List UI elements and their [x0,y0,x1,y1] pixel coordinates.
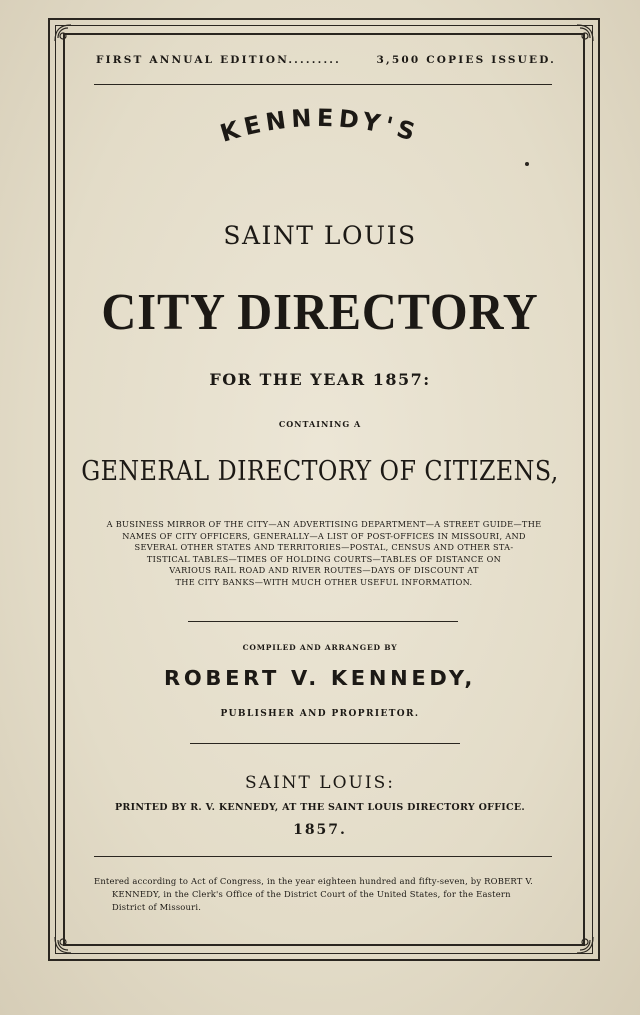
author-name: ROBERT V. KENNEDY, [164,666,476,690]
city-title: SAINT LOUIS [223,221,417,250]
svg-text:KENNEDY'S [217,104,423,148]
corner-ornament-icon [574,22,596,44]
main-title: CITY DIRECTORY [101,284,539,341]
compiled-by-label: COMPILED AND ARRANGED BY [242,643,398,652]
divider-rule [190,743,460,744]
bottom-rule [94,856,552,857]
edition-label: FIRST ANNUAL EDITION......... [96,54,342,66]
description-line: VARIOUS RAIL ROAD AND RIVER ROUTES—DAYS OF DISCOUNT AT [169,565,479,576]
description-line: A BUSINESS MIRROR OF THE CITY—AN ADVERTISING DEPARTMENT—A STREET GUIDE—THE [106,519,542,529]
arched-title [150,98,490,178]
printer-line: PRINTED BY R. V. KENNEDY, AT THE SAINT LOUIS DIRECTORY OFFICE. [114,802,526,813]
top-rule [94,84,552,85]
edition-line [96,54,556,66]
copies-label: 3,500 COPIES ISSUED. [376,54,556,66]
imprint-year: 1857. [293,822,347,838]
containing-label: CONTAINING A [278,419,362,429]
subtitle: GENERAL DIRECTORY OF CITIZENS, [81,456,559,487]
year-line: FOR THE YEAR 1857: [209,370,431,389]
ink-dot [525,162,529,166]
copyright-line: Entered according to Act of Congress, in the year eighteen hundred and fifty-seven, by ROBERT V. [94,876,534,886]
divider-rule [188,621,458,622]
corner-ornament-icon [574,934,596,956]
copyright-line: KENNEDY, in the Clerk's Office of the District Court of the United States, for the Eastern [112,889,511,900]
description-line: NAMES OF CITY OFFICERS, GENERALLY—A LIST OF POST-OFFICES IN MISSOURI, AND [122,530,526,541]
imprint-place: SAINT LOUIS: [245,773,395,793]
corner-ornament-icon [52,934,74,956]
copyright-notice [94,875,556,915]
description-line: SEVERAL OTHER STATES AND TERRITORIES—POSTAL, CENSUS AND OTHER STA- [134,542,514,553]
corner-ornament-icon [52,22,74,44]
description-line: THE CITY BANKS—WITH MUCH OTHER USEFUL INFORMATION. [175,576,473,587]
publisher-name-title: KENNEDY'S [217,103,423,148]
description-line: TISTICAL TABLES—TIMES OF HOLDING COURTS—TABLES OF DISTANCE ON [146,553,502,564]
copyright-line: District of Missouri. [112,902,202,913]
contents-description [84,519,564,589]
author-role: PUBLISHER AND PROPRIETOR. [220,709,420,719]
